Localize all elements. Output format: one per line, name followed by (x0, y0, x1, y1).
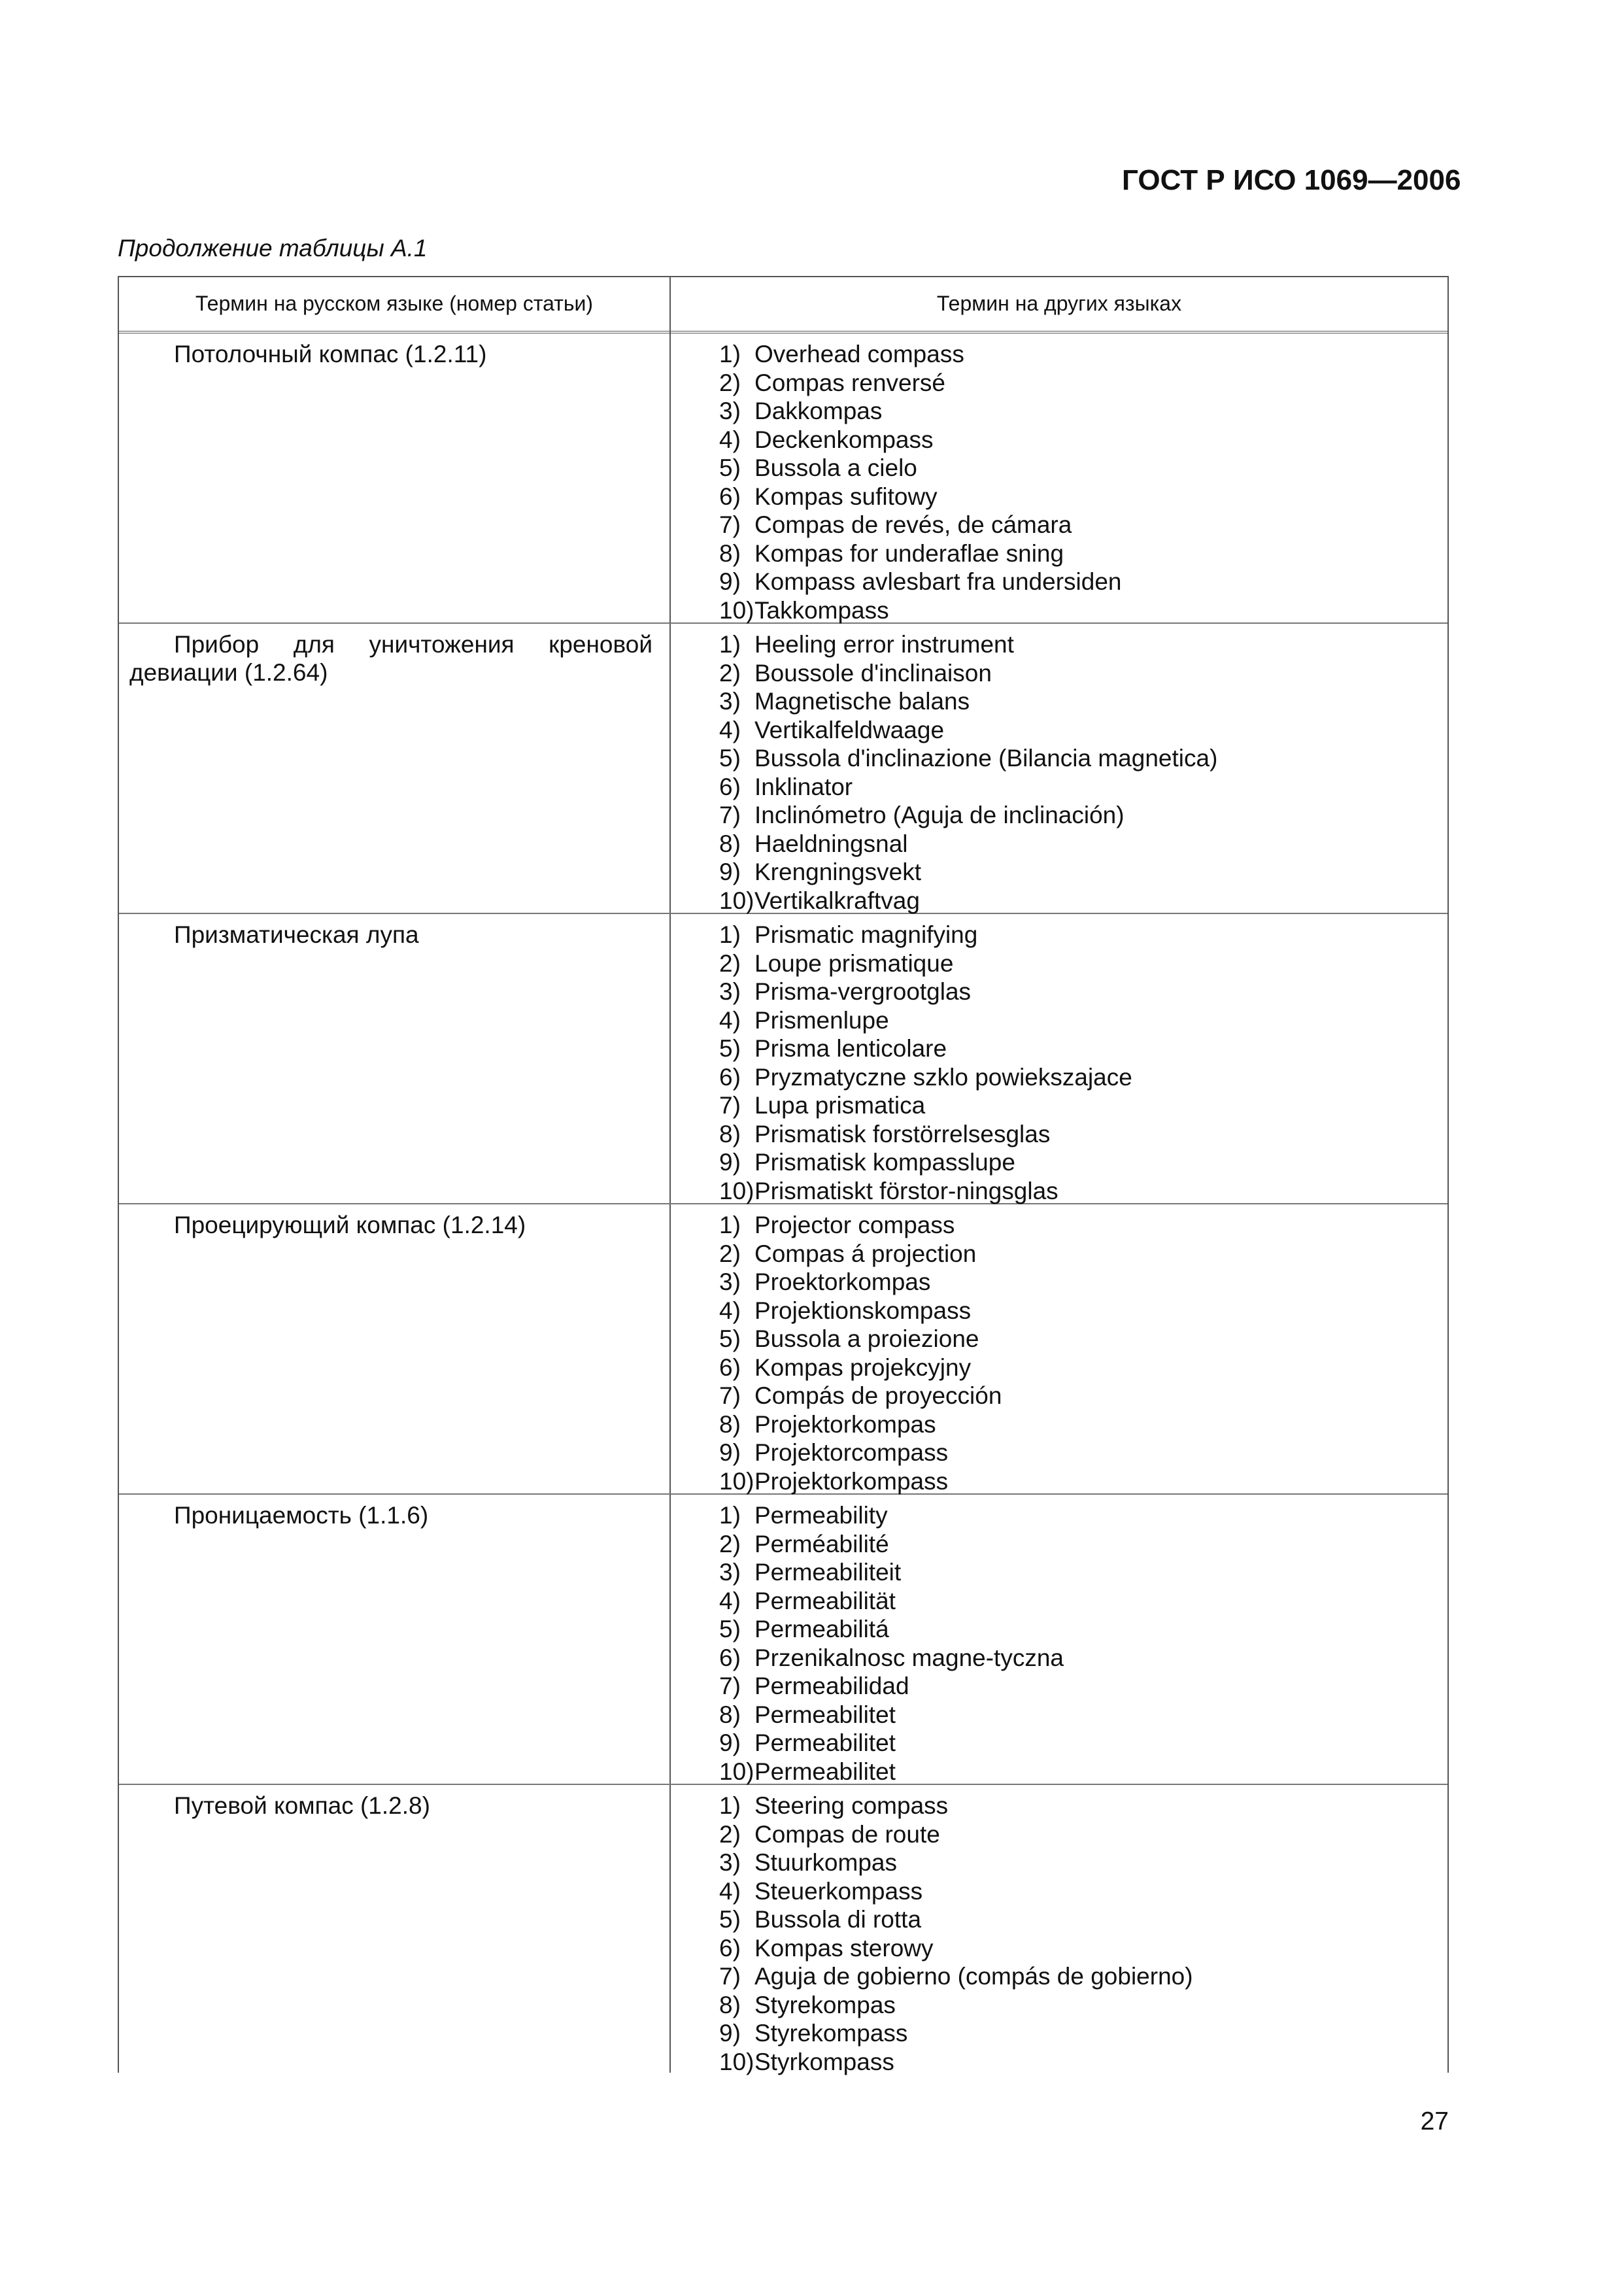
translation-item (719, 1820, 1425, 1849)
translation-number: 5) (719, 1035, 741, 1062)
translation-text: Przenikalnosc magne-tyczna (754, 1644, 1064, 1671)
translation-number: 9) (719, 2020, 741, 2047)
translation-number: 2) (719, 1820, 741, 1848)
translation-number: 10) (719, 1467, 754, 1495)
translation-item (719, 1758, 1425, 1786)
translation-item (719, 744, 1425, 773)
translation-text: Kompas sterowy (754, 1934, 934, 1962)
translation-text: Prisma-vergrootglas (754, 978, 972, 1005)
standard-code: ГОСТ Р ИСО 1069—2006 (1122, 164, 1461, 196)
page-number: 27 (1420, 2107, 1449, 2135)
translation-number: 3) (719, 1268, 741, 1295)
translation-text: Magnetische balans (754, 688, 970, 715)
translation-text: Prismenlupe (754, 1006, 889, 1034)
translation-item (719, 454, 1425, 483)
translation-item (719, 1240, 1425, 1268)
translation-item (719, 921, 1425, 949)
translation-text: Permeabilität (754, 1587, 896, 1614)
translation-number: 7) (719, 1382, 741, 1409)
translation-number: 6) (719, 1063, 741, 1091)
translation-item (719, 1297, 1425, 1325)
translation-text: Permeabilitá (754, 1616, 889, 1642)
translation-number: 9) (719, 1439, 741, 1466)
translation-text: Vertikalkraftvag (754, 887, 920, 914)
translation-number: 10) (719, 2048, 754, 2075)
translation-number: 6) (719, 1353, 741, 1381)
translation-item (719, 1148, 1425, 1177)
translation-text: Permeabilitet (754, 1758, 896, 1785)
translation-number: 8) (719, 1410, 741, 1438)
table-row (119, 914, 1447, 1204)
translation-text: Compas renversé (754, 369, 946, 396)
translation-number: 10) (719, 887, 754, 914)
translation-number: 5) (719, 1616, 741, 1642)
translation-item (719, 1848, 1425, 1877)
translation-text: Prisma lenticolare (754, 1035, 947, 1062)
translation-item (719, 539, 1425, 568)
table-row (119, 1204, 1447, 1495)
translation-text: Permeabilidad (754, 1673, 909, 1699)
translation-item (719, 1991, 1425, 2020)
translation-item (719, 1615, 1425, 1644)
translation-text: Takkompass (754, 596, 889, 624)
translation-text: Aguja de gobierno (compás de gobierno) (754, 1963, 1193, 1990)
translation-list (719, 1792, 1425, 2076)
translation-number: 8) (719, 539, 741, 567)
table-row (119, 1785, 1447, 2073)
translation-number: 6) (719, 1644, 741, 1671)
translation-item (719, 568, 1425, 596)
translation-number: 4) (719, 1587, 741, 1614)
translation-text: Lupa prismatica (754, 1092, 926, 1119)
translation-text: Krengningsvekt (754, 858, 922, 885)
translation-item (719, 1268, 1425, 1297)
translation-text: Bussola a proiezione (754, 1325, 979, 1352)
translation-number: 7) (719, 802, 741, 828)
translation-text: Prismatiskt förstor-ningsglas (754, 1177, 1058, 1204)
translation-item (719, 1467, 1425, 1496)
translation-number: 4) (719, 1877, 741, 1905)
translation-text: Proektorkompas (754, 1268, 931, 1295)
translation-text: Inklinator (754, 773, 853, 800)
translation-number: 8) (719, 1991, 741, 2018)
translation-number: 3) (719, 688, 741, 715)
translation-text: Kompas projekcyjny (754, 1353, 972, 1381)
translation-number: 5) (719, 1325, 741, 1352)
translation-text: Loupe prismatique (754, 949, 954, 977)
translation-number: 4) (719, 426, 741, 453)
translation-item (719, 369, 1425, 398)
translation-item (719, 1530, 1425, 1559)
translation-text: Steering compass (754, 1792, 949, 1819)
translation-list (719, 340, 1425, 624)
translation-item (719, 1211, 1425, 1240)
translation-number: 2) (719, 1240, 741, 1267)
table-row (119, 1495, 1447, 1785)
translation-text: Compás de proyección (754, 1382, 1002, 1409)
translation-number: 2) (719, 369, 741, 396)
translation-item (719, 2048, 1425, 2077)
translation-number: 9) (719, 568, 741, 595)
translation-number: 7) (719, 1092, 741, 1119)
translation-number: 6) (719, 1934, 741, 1962)
translation-number: 1) (719, 1792, 741, 1819)
translation-number: 6) (719, 773, 741, 800)
translation-item (719, 1063, 1425, 1092)
translation-number: 10) (719, 1177, 754, 1204)
translation-item (719, 1410, 1425, 1439)
translation-item (719, 1438, 1425, 1467)
translation-item (719, 1587, 1425, 1616)
translation-number: 2) (719, 949, 741, 977)
translation-text: Steuerkompass (754, 1877, 923, 1905)
russian-term: Призматическая лупа (174, 921, 419, 948)
translation-text: Styrekompass (754, 2020, 908, 2047)
translation-item (719, 830, 1425, 858)
translation-number: 3) (719, 978, 741, 1005)
translation-text: Bussola a cielo (754, 454, 917, 481)
translation-number: 9) (719, 1149, 741, 1176)
translation-item (719, 716, 1425, 745)
translation-item (719, 1672, 1425, 1701)
translation-number: 3) (719, 1849, 741, 1876)
translation-item (719, 858, 1425, 887)
translation-number: 1) (719, 631, 741, 658)
translation-item (719, 773, 1425, 802)
translation-text: Prismatisk forstörrelsesglas (754, 1120, 1051, 1148)
translation-list (719, 921, 1425, 1205)
translation-item (719, 340, 1425, 369)
translation-item (719, 1729, 1425, 1758)
translation-text: Projector compass (754, 1212, 955, 1238)
translation-item (719, 1934, 1425, 1963)
translation-number: 8) (719, 830, 741, 857)
translation-number: 3) (719, 398, 741, 424)
translation-text: Pryzmatyczne szklo powiekszajace (754, 1063, 1132, 1091)
translation-text: Deckenkompass (754, 426, 934, 453)
translation-text: Kompas for underaflae sning (754, 539, 1064, 567)
translation-item (719, 687, 1425, 716)
translation-number: 9) (719, 858, 741, 885)
translation-item (719, 1382, 1425, 1410)
russian-term: Прибор для уничтожения креновой девиации (1.2.64) (129, 631, 652, 686)
translation-text: Permeabiliteit (754, 1559, 902, 1586)
translation-item (719, 1558, 1425, 1587)
translation-item (719, 511, 1425, 539)
translation-text: Projektorkompass (754, 1467, 949, 1495)
table-row (119, 333, 1447, 624)
translation-item (719, 2019, 1425, 2048)
translation-item (719, 949, 1425, 978)
russian-term: Потолочный компас (1.2.11) (174, 341, 487, 367)
translation-item (719, 978, 1425, 1006)
translation-item (719, 1962, 1425, 1991)
translation-text: Bussola d'inclinazione (Bilancia magnetica) (754, 745, 1218, 772)
translation-number: 10) (719, 1758, 754, 1785)
translation-text: Prismatic magnifying (754, 921, 978, 948)
translation-text: Projektionskompass (754, 1297, 972, 1324)
translation-number: 2) (719, 659, 741, 687)
translation-list (719, 1501, 1425, 1786)
translation-text: Kompass avlesbart fra undersiden (754, 568, 1122, 595)
translation-text: Permeabilitet (754, 1729, 896, 1756)
translation-number: 1) (719, 1502, 741, 1529)
translation-text: Compas de revés, de cámara (754, 511, 1072, 538)
russian-term: Проецирующий компас (1.2.14) (174, 1212, 526, 1238)
translation-text: Stuurkompas (754, 1849, 897, 1876)
translation-text: Overhead compass (754, 341, 964, 367)
translation-number: 8) (719, 1120, 741, 1148)
table-caption: Продолжение таблицы А.1 (118, 235, 428, 262)
translation-list (719, 1211, 1425, 1495)
translation-item (719, 1905, 1425, 1934)
translation-number: 8) (719, 1701, 741, 1728)
table-row (119, 624, 1447, 914)
translation-number: 1) (719, 341, 741, 367)
translation-number: 5) (719, 745, 741, 772)
translation-item (719, 1034, 1425, 1063)
translation-item (719, 1006, 1425, 1035)
translation-text: Compas de route (754, 1820, 940, 1848)
translation-text: Perméabilité (754, 1530, 889, 1557)
translation-number: 1) (719, 1212, 741, 1238)
translation-number: 4) (719, 1006, 741, 1034)
translation-item (719, 1877, 1425, 1906)
translation-item (719, 1501, 1425, 1530)
translation-number: 7) (719, 1673, 741, 1699)
column-header-other-languages: Термин на других языках (936, 292, 1182, 315)
translation-item (719, 426, 1425, 454)
translation-text: Styrekompas (754, 1991, 896, 2018)
column-header-russian-term: Термин на русском языке (номер статьи) (195, 292, 594, 315)
translation-item (719, 1177, 1425, 1206)
translation-text: Prismatisk kompasslupe (754, 1149, 1015, 1176)
translation-number: 2) (719, 1530, 741, 1557)
translation-item (719, 887, 1425, 915)
translation-number: 4) (719, 1297, 741, 1324)
translation-item (719, 1701, 1425, 1729)
translation-item (719, 801, 1425, 830)
translation-text: Inclinómetro (Aguja de inclinación) (754, 802, 1125, 828)
translation-number: 5) (719, 454, 741, 481)
translation-item (719, 1325, 1425, 1353)
translation-item (719, 1091, 1425, 1120)
translation-text: Vertikalfeldwaage (754, 716, 945, 743)
translation-number: 1) (719, 921, 741, 948)
translation-number: 5) (719, 1906, 741, 1933)
translation-item (719, 483, 1425, 511)
translation-number: 9) (719, 1729, 741, 1756)
translation-item (719, 659, 1425, 688)
translation-item (719, 1644, 1425, 1673)
translation-number: 3) (719, 1559, 741, 1586)
translation-item (719, 630, 1425, 659)
table-header (119, 276, 1447, 333)
translation-item (719, 397, 1425, 426)
translation-number: 10) (719, 596, 754, 624)
translation-number: 4) (719, 716, 741, 743)
translation-number: 7) (719, 511, 741, 538)
translation-item (719, 1120, 1425, 1149)
translation-text: Permeability (754, 1502, 888, 1529)
translation-text: Compas á projection (754, 1240, 977, 1267)
translation-text: Kompas sufitowy (754, 483, 938, 510)
russian-term: Проницаемость (1.1.6) (174, 1502, 429, 1529)
translation-list (719, 630, 1425, 915)
translation-text: Bussola di rotta (754, 1906, 922, 1933)
translation-number: 6) (719, 483, 741, 510)
translation-text: Projektorcompass (754, 1439, 949, 1466)
terms-table (118, 276, 1449, 2073)
translation-text: Haeldningsnal (754, 830, 908, 857)
translation-item (719, 1353, 1425, 1382)
translation-text: Projektorkompas (754, 1410, 936, 1438)
table-body (119, 333, 1447, 2073)
translation-text: Heeling error instrument (754, 631, 1014, 658)
russian-term: Путевой компас (1.2.8) (174, 1792, 430, 1819)
translation-text: Boussole d'inclinaison (754, 659, 992, 687)
translation-item (719, 1792, 1425, 1820)
translation-text: Permeabilitet (754, 1701, 896, 1728)
translation-text: Dakkompas (754, 398, 883, 424)
translation-item (719, 596, 1425, 625)
translation-number: 7) (719, 1963, 741, 1990)
translation-text: Styrkompass (754, 2048, 894, 2075)
